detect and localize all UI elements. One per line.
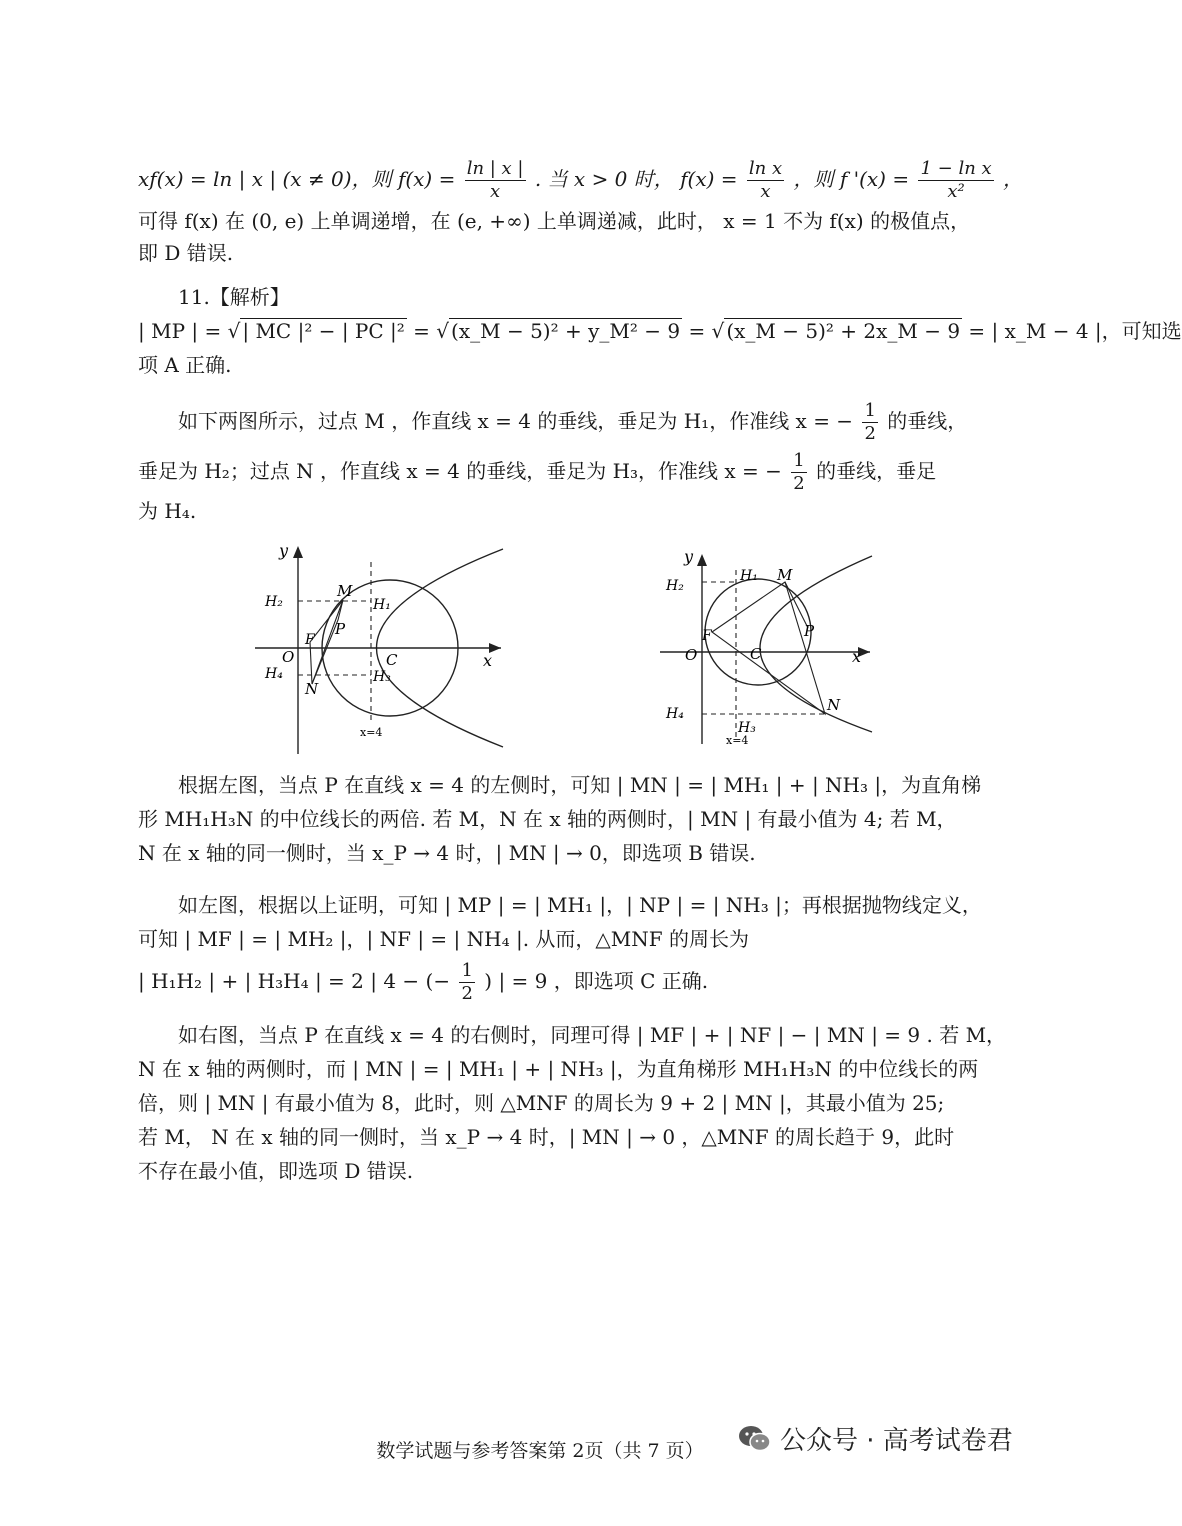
point-p-label: P [804,622,815,640]
text-line [138,452,936,493]
text-line: 如右图，当点 P 在直线 x = 4 的右侧时，同理可得 | MF | + | NF | − | MN | = 9 . 若 M， [178,1023,1007,1047]
h2-label: H₂ [666,578,684,594]
fraction [747,160,784,201]
text-line: 可知 | MF | = | MH₂ |，| NF | = | NH₄ |. 从而，△MNF 的周长为 [138,927,750,951]
origin-label: O [282,648,295,666]
h1-label: H₁ [740,568,758,584]
page-footer: 数学试题与参考答案第 2页（共 7 页） [376,1440,704,1462]
fraction-denominator: x [490,181,501,202]
text-line: N 在 x 轴的两侧时，而 | MN | = | MH₁ | + | NH₃ |，为直角梯形 MH₁H₃N 的中位线长的两 [138,1057,979,1081]
text-run: | MP | = [138,319,222,343]
radicand: | MC |² − | PC |² [242,319,405,343]
text-run: . 当 x > 0 时， f(x) = [534,167,738,191]
text-line [138,160,1023,201]
fraction-denominator: x [760,181,771,202]
text-run: 的垂线，垂足 [816,459,937,483]
origin-label: O [685,646,698,664]
fraction [465,160,526,201]
h1-label: H₁ [373,597,391,613]
text-run: 垂足为 H₂；过点 N ，作直线 x = 4 的垂线，垂足为 H₃，作准线 x = − [138,459,782,483]
text-run: xf(x) = ln | x | (x ≠ 0)，则 f(x) = [138,167,456,191]
fraction-denominator: x² [947,181,965,202]
line-x4-label: x=4 [360,726,383,739]
text-run: ， [1003,167,1024,191]
axis-y-label: y [279,541,289,560]
text-line: 形 MH₁H₃N 的中位线长的两倍. 若 M，N 在 x 轴的两侧时，| MN | 有最小值为 4; 若 M， [138,807,957,831]
radicand: (x_M − 5)² + 2x_M − 9 [726,319,961,343]
text-line: 倍，则 | MN | 有最小值为 8，此时，则 △MNF 的周长为 9 + 2 | MN |，其最小值为 25; [138,1091,945,1115]
center-c-label: C [750,645,762,663]
text-line: 如左图，根据以上证明，可知 | MP | = | MH₁ |，| NP | = | NH₃ |；再根据抛物线定义， [178,893,982,917]
h4-label: H₄ [666,706,684,722]
focus-label: F [702,628,712,644]
question-heading: 11.【解析】 [178,285,290,309]
center-c-label: C [386,651,398,669]
fraction-numerator: 1 [461,960,473,981]
point-p-label: P [335,620,346,638]
text-line: 即 D 错误. [138,241,234,265]
axis-y-label: y [684,547,694,566]
right-figure [660,548,880,748]
text-line: 项 A 正确. [138,353,232,377]
text-line: N 在 x 轴的同一侧时，当 x_P → 4 时，| MN | → 0，即选项 B 错误. [138,841,756,865]
h3-label: H₃ [738,720,756,736]
fraction-numerator: 1 − ln x [920,158,992,179]
fraction-numerator: 1 [864,400,876,421]
text-run: 如下两图所示，过点 M ，作直线 x = 4 的垂线，垂足为 H₁，作准线 x = − [178,409,854,433]
h2-label: H₂ [265,594,283,610]
h3-label: H₃ [373,669,391,685]
line-x4-label: x=4 [726,734,749,747]
watermark-text: 公众号 · 高考试卷君 [780,1426,1013,1456]
h4-label: H₄ [265,666,283,682]
text-line: 为 H₄. [138,499,197,523]
fraction [791,452,806,493]
fraction-denominator: 2 [461,983,473,1004]
text-line: 可得 f(x) 在 (0, e) 上单调递增，在 (e, +∞) 上单调递减，此时， x = 1 不为 f(x) 的极值点， [138,209,971,233]
point-m-label: M [337,582,353,600]
text-line: | MP | = √ | MC |² − | PC |² = √ (x_M − 5)² + y_M² − 9 = √ (x_M − 5)² + 2x_M − 9 = | x_M − 4 |，可知选 [138,319,1182,343]
fraction-numerator: ln x [748,158,783,179]
focus-label: F [305,632,315,648]
fraction-denominator: 2 [864,423,876,444]
text-line [138,962,708,1003]
axis-x-label: x [852,647,862,666]
text-run: ) | = 9 ，即选项 C 正确. [484,969,709,993]
text-run: = [688,319,706,343]
text-line: 不存在最小值，即选项 D 错误. [138,1159,414,1183]
wechat-icon [738,1424,772,1454]
text-run: = | x_M − 4 |，可知选 [968,319,1182,343]
point-n-label: N [827,696,841,714]
text-line [178,402,967,443]
fraction-numerator: 1 [793,450,805,471]
fraction [918,160,993,201]
left-figure [255,538,515,760]
text-run: = [413,319,430,343]
text-line: 若 M， N 在 x 轴的同一侧时，当 x_P → 4 时，| MN | → 0 ，△MNF 的周长趋于 9，此时 [138,1125,955,1149]
fraction [459,962,474,1003]
text-run: 的垂线， [887,409,968,433]
axis-x-label: x [483,651,493,670]
fraction [862,402,877,443]
fraction-denominator: 2 [793,473,805,494]
watermark [738,1420,1013,1457]
fraction-numerator: ln | x | [466,158,524,179]
point-n-label: N [305,680,319,698]
text-run: ，则 f '(x) = [793,167,910,191]
point-m-label: M [777,566,793,584]
text-line: 根据左图，当点 P 在直线 x = 4 的左侧时，可知 | MN | = | MH₁ | + | NH₃ |，为直角梯 [178,773,982,797]
radicand: (x_M − 5)² + y_M² − 9 [451,319,681,343]
text-run: | H₁H₂ | + | H₃H₄ | = 2 | 4 − (− [138,969,451,993]
